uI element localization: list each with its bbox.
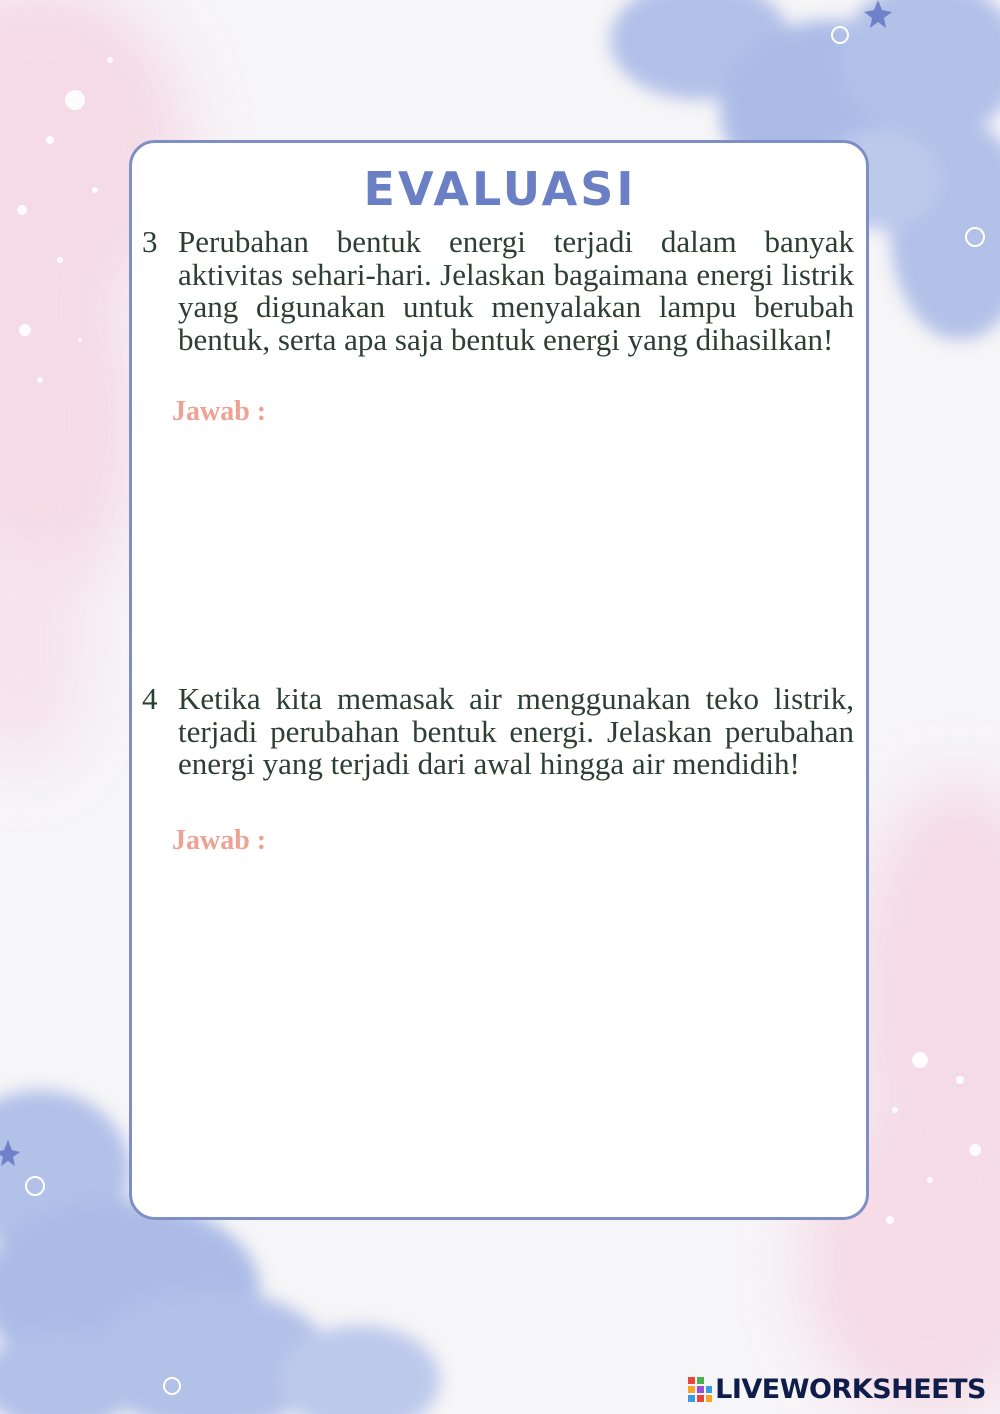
answer-area-3[interactable] bbox=[172, 440, 852, 660]
question-text: Perubahan bentuk energi terjadi dalam banyak aktivitas sehari-hari. Jelaskan bagaimana energi listrik yang digunakan untuk menyalakan lampu berubah bentuk, serta apa saja bentuk energi yang dihasilkan! bbox=[178, 224, 854, 357]
answer-label-3: Jawab : bbox=[172, 396, 267, 427]
liveworksheets-brand: LIVEWORKSHEETS bbox=[715, 1374, 986, 1405]
question-number: 3 bbox=[142, 224, 158, 259]
answer-label-4: Jawab : bbox=[172, 825, 267, 856]
page-title: EVALUASI bbox=[363, 162, 637, 216]
answer-area-4[interactable] bbox=[172, 868, 852, 1198]
liveworksheets-logo-icon bbox=[688, 1377, 712, 1403]
question-3 bbox=[142, 226, 854, 356]
liveworksheets-footer[interactable] bbox=[688, 1374, 986, 1405]
question-number: 4 bbox=[142, 681, 158, 716]
question-text: Ketika kita memasak air menggunakan teko listrik, terjadi perubahan bentuk energi. Jelaskan perubahan energi yang terjadi dari awal hingga air mendidih! bbox=[178, 681, 854, 781]
question-4 bbox=[142, 683, 854, 781]
